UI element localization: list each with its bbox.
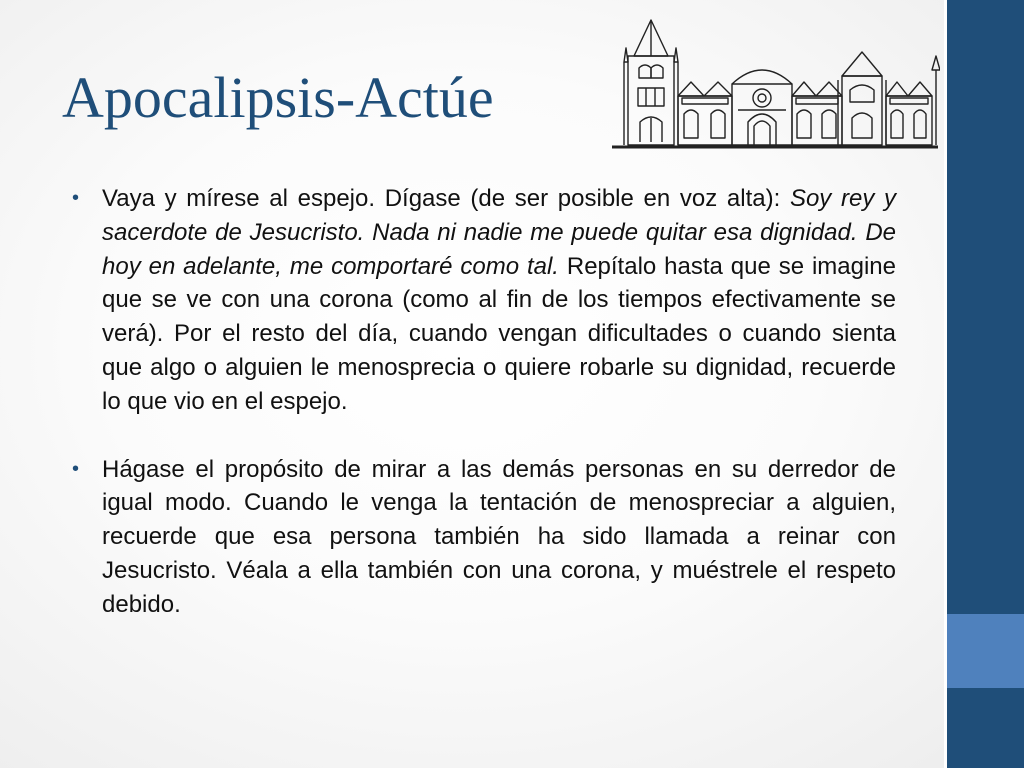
bullet-list	[72, 182, 896, 622]
bullet-text-italic: Soy rey y sacerdote de Jesucristo. Nada ni nadie me puede quitar esa dignidad. De hoy en adelante, me comportaré como tal.	[102, 185, 896, 280]
bullet-text-part: Repítalo hasta que se imagine que se ve con una corona (como al fin de los tiempos efectivamente se verá). Por el resto del día, cuando vengan dificultades o cuando sienta que algo o alguien le menosprecia o quiere robarle su dignidad, recuerde lo que vio en el espejo.	[102, 252, 896, 415]
bullet-text-part: Vaya y mírese al espejo. Dígase (de ser posible en voz alta):	[102, 185, 790, 212]
bullet-text: Hágase el propósito de mirar a las demás personas en su derredor de igual modo. Cuando le venga la tentación de menospreciar a alguien, recuerde que esa persona también ha sido llamada a reinar con Jesucristo. Véala a ella también con una corona, y muéstrele el respeto debido.	[102, 455, 896, 618]
sidebar-accent-block	[947, 614, 1024, 688]
bullet-item	[72, 453, 896, 622]
slide-title: Apocalipsis-Actúe	[62, 65, 494, 130]
bullet-item	[72, 182, 896, 419]
bullet-marker: •	[72, 187, 80, 209]
bullet-marker: •	[72, 457, 80, 480]
cathedral-icon	[610, 18, 940, 150]
